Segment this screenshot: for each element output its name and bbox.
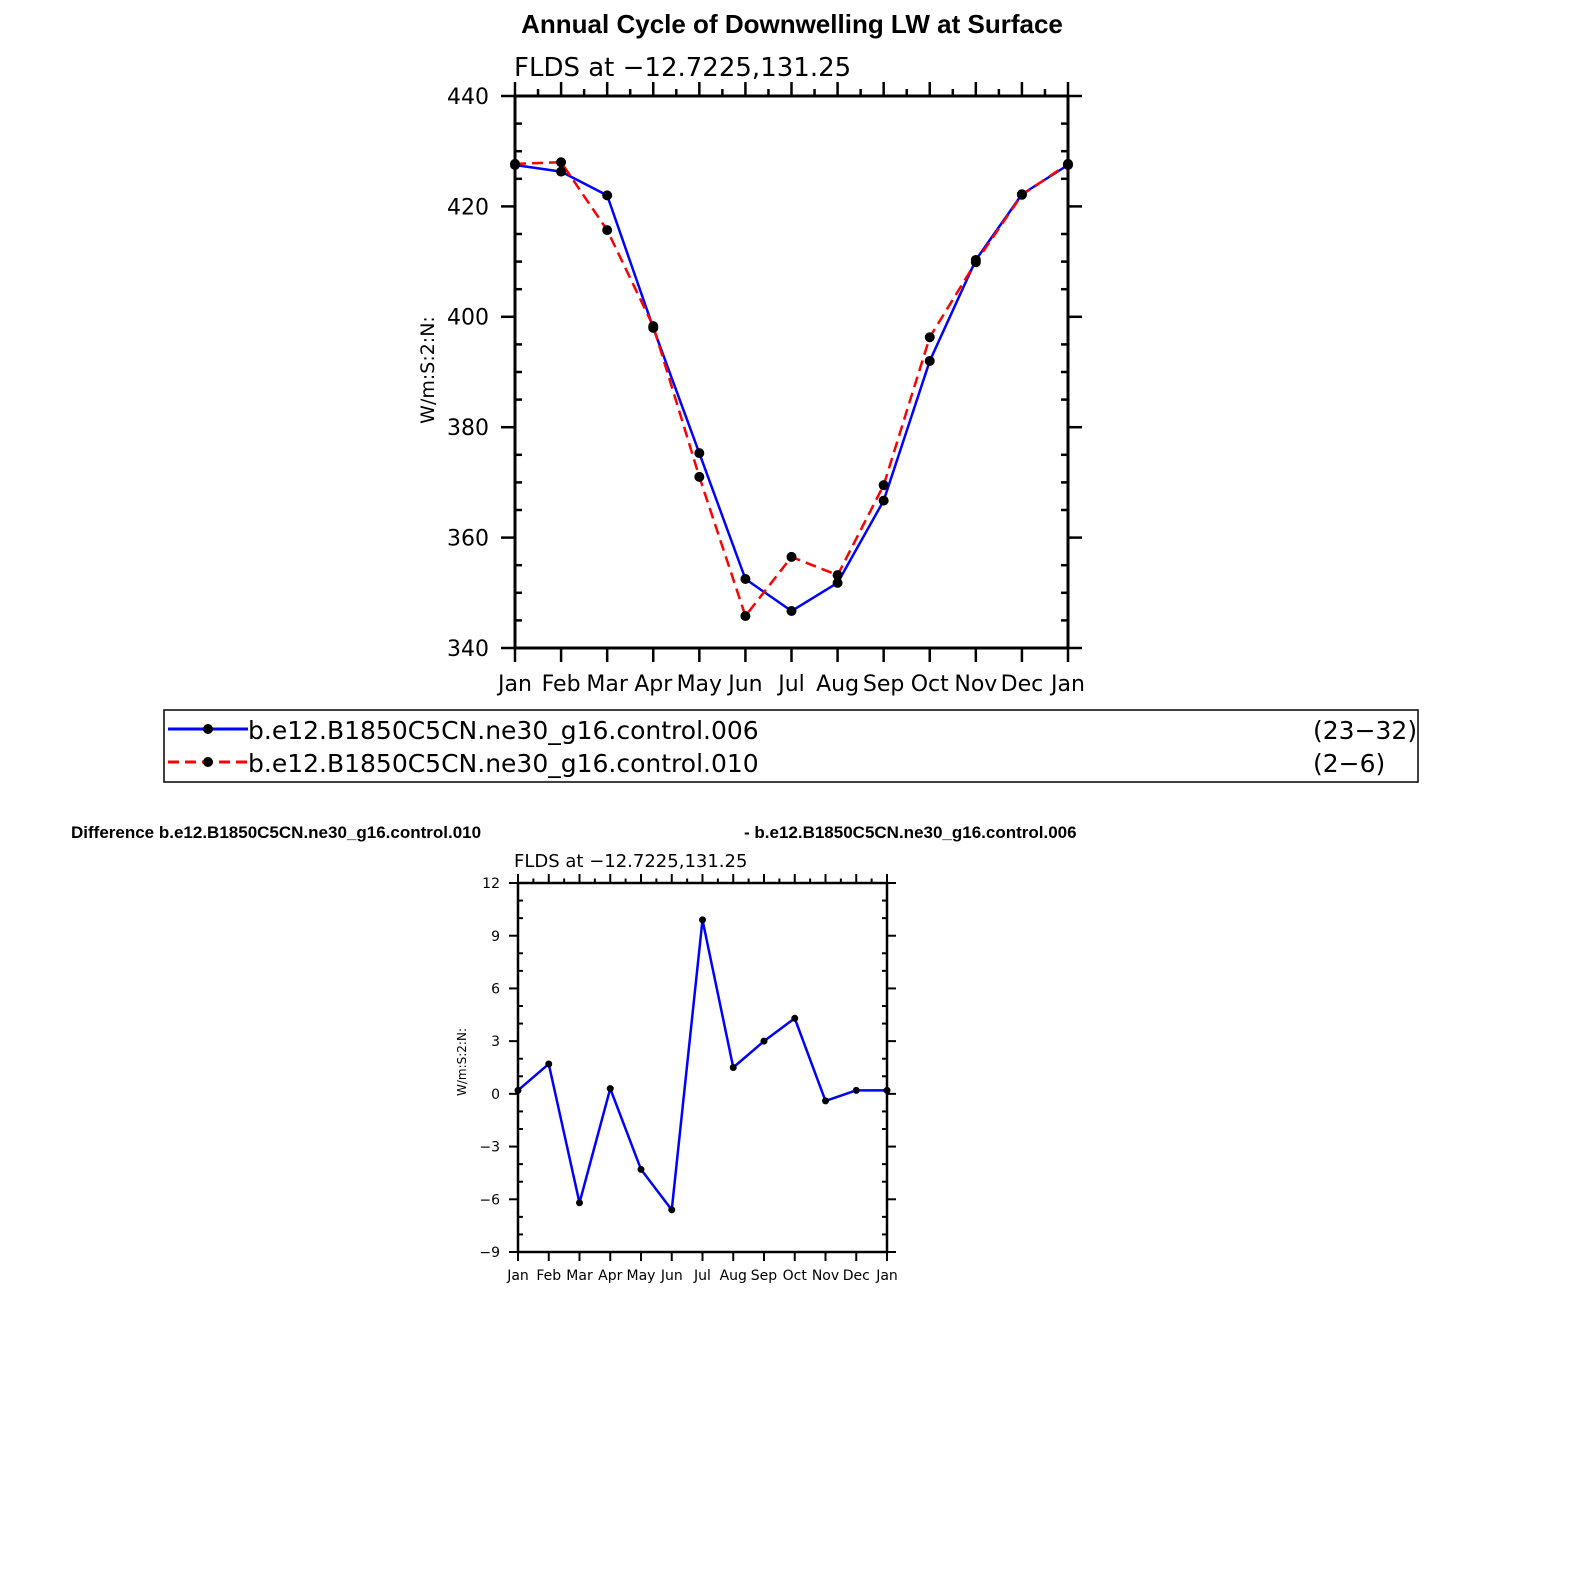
diff-x-tick-label: Jun	[660, 1268, 683, 1284]
diff-x-tick-label: May	[626, 1268, 656, 1284]
top-series-line-0	[515, 165, 1068, 611]
top-series-0-point	[740, 574, 750, 584]
top-x-tick-label: Aug	[816, 672, 860, 697]
diff-title-right: - b.e12.B1850C5CN.ne30_g16.control.006	[744, 823, 1077, 842]
diff-title-left: Difference b.e12.B1850C5CN.ne30_g16.control.010	[71, 823, 482, 842]
diff-series-0-point	[853, 1087, 860, 1094]
top-series-1-point	[879, 480, 889, 490]
diff-series-0-point	[791, 1015, 798, 1022]
top-series-0-point	[602, 190, 612, 200]
top-y-tick-label: 340	[447, 636, 489, 662]
top-x-tick-label: Mar	[586, 672, 628, 697]
top-series-1-point	[925, 332, 935, 342]
legend-years-ctrl006: (23−32)	[1313, 716, 1418, 745]
top-series-0-point	[694, 448, 704, 458]
legend-marker-ctrl006	[203, 724, 213, 734]
diff-series-0-point	[699, 916, 706, 923]
diff-x-tick-label: Dec	[842, 1268, 870, 1284]
top-series-0-point	[925, 356, 935, 366]
diff-series-0-point	[638, 1166, 645, 1173]
legend-entry-ctrl010	[168, 749, 1385, 778]
diff-x-tick-label: Apr	[598, 1268, 623, 1284]
top-series-1-point	[510, 159, 520, 169]
top-series-0-point	[787, 606, 797, 616]
top-series-1-point	[971, 257, 981, 267]
legend-years-ctrl010: (2−6)	[1313, 749, 1386, 778]
diff-y-tick-label: −9	[479, 1245, 500, 1262]
top-y-tick-label: 400	[447, 305, 489, 331]
diff-y-tick-label: 6	[491, 981, 500, 998]
top-series-1-point	[648, 321, 658, 331]
diff-series-0-point	[607, 1085, 614, 1092]
top-series-0-point	[556, 167, 566, 177]
top-subtitle: FLDS at −12.7225,131.25	[514, 53, 852, 83]
top-y-axis-label: W/m:S:2:N:	[417, 316, 439, 424]
top-x-tick-label: Sep	[862, 672, 905, 697]
diff-x-tick-label: Jan	[876, 1268, 898, 1284]
diff-series-0-point	[822, 1097, 829, 1104]
top-series-1-point	[602, 225, 612, 235]
legend-entry-ctrl006	[168, 716, 1417, 745]
legend-label-ctrl006: b.e12.B1850C5CN.ne30_g16.control.006	[248, 716, 759, 745]
top-series-1-point	[694, 472, 704, 482]
diff-series-0-point	[515, 1087, 522, 1094]
diff-plot-frame	[518, 883, 887, 1252]
top-series-1-point	[556, 157, 566, 167]
diff-series-0-point	[668, 1206, 675, 1213]
diff-x-tick-label: Sep	[750, 1268, 778, 1284]
diff-y-tick-label: 9	[491, 928, 500, 945]
diff-series-0-point	[576, 1199, 583, 1206]
top-x-tick-label: Feb	[541, 672, 581, 697]
diff-y-tick-label: 12	[482, 876, 500, 893]
top-y-tick-label: 420	[447, 195, 489, 221]
difference-line-chart	[479, 874, 897, 1284]
diff-x-tick-label: Oct	[782, 1268, 807, 1284]
top-x-tick-label: Nov	[954, 672, 998, 697]
top-x-tick-label: Dec	[1000, 672, 1044, 697]
diff-subtitle: FLDS at −12.7225,131.25	[514, 851, 748, 872]
top-x-tick-label: Apr	[634, 672, 673, 697]
top-series-0-point	[879, 496, 889, 506]
top-y-tick-label: 380	[447, 416, 489, 442]
diff-x-tick-label: Nov	[811, 1268, 840, 1284]
diff-y-tick-label: −6	[479, 1192, 500, 1209]
diff-series-0-point	[545, 1060, 552, 1067]
top-x-tick-label: Jan	[498, 672, 532, 697]
top-x-tick-label: Jun	[728, 672, 763, 697]
diff-x-tick-label: Mar	[566, 1268, 593, 1284]
diff-x-tick-label: Aug	[719, 1268, 747, 1284]
top-x-tick-label: Jan	[1051, 672, 1085, 697]
top-x-tick-label: Oct	[910, 672, 949, 697]
legend	[164, 710, 1418, 782]
legend-label-ctrl010: b.e12.B1850C5CN.ne30_g16.control.010	[248, 749, 759, 778]
diff-series-line-0	[518, 920, 887, 1210]
diff-series-0-point	[730, 1064, 737, 1071]
top-series-1-point	[787, 552, 797, 562]
diff-series-0-point	[884, 1087, 891, 1094]
diff-series-0-point	[761, 1038, 768, 1045]
top-x-tick-label: May	[676, 672, 723, 697]
diff-y-tick-label: −3	[479, 1139, 500, 1156]
diff-y-axis-label: W/m:S:2:N:	[455, 1028, 469, 1096]
diff-x-tick-label: Feb	[536, 1268, 562, 1284]
main-title: Annual Cycle of Downwelling LW at Surface	[521, 9, 1063, 39]
top-x-tick-label: Jul	[778, 672, 805, 697]
top-series-line-1	[515, 162, 1068, 616]
legend-marker-ctrl010	[203, 757, 213, 767]
top-line-chart	[447, 82, 1085, 697]
top-plot-frame	[515, 96, 1068, 648]
diff-x-tick-label: Jul	[694, 1268, 711, 1284]
top-series-1-point	[833, 570, 843, 580]
top-series-1-point	[1017, 190, 1027, 200]
diff-y-tick-label: 0	[491, 1086, 500, 1103]
top-series-1-point	[740, 611, 750, 621]
diff-x-tick-label: Jan	[507, 1268, 529, 1284]
diff-y-tick-label: 3	[491, 1034, 500, 1051]
top-series-1-point	[1063, 159, 1073, 169]
top-y-tick-label: 440	[447, 84, 489, 110]
top-y-tick-label: 360	[447, 526, 489, 552]
